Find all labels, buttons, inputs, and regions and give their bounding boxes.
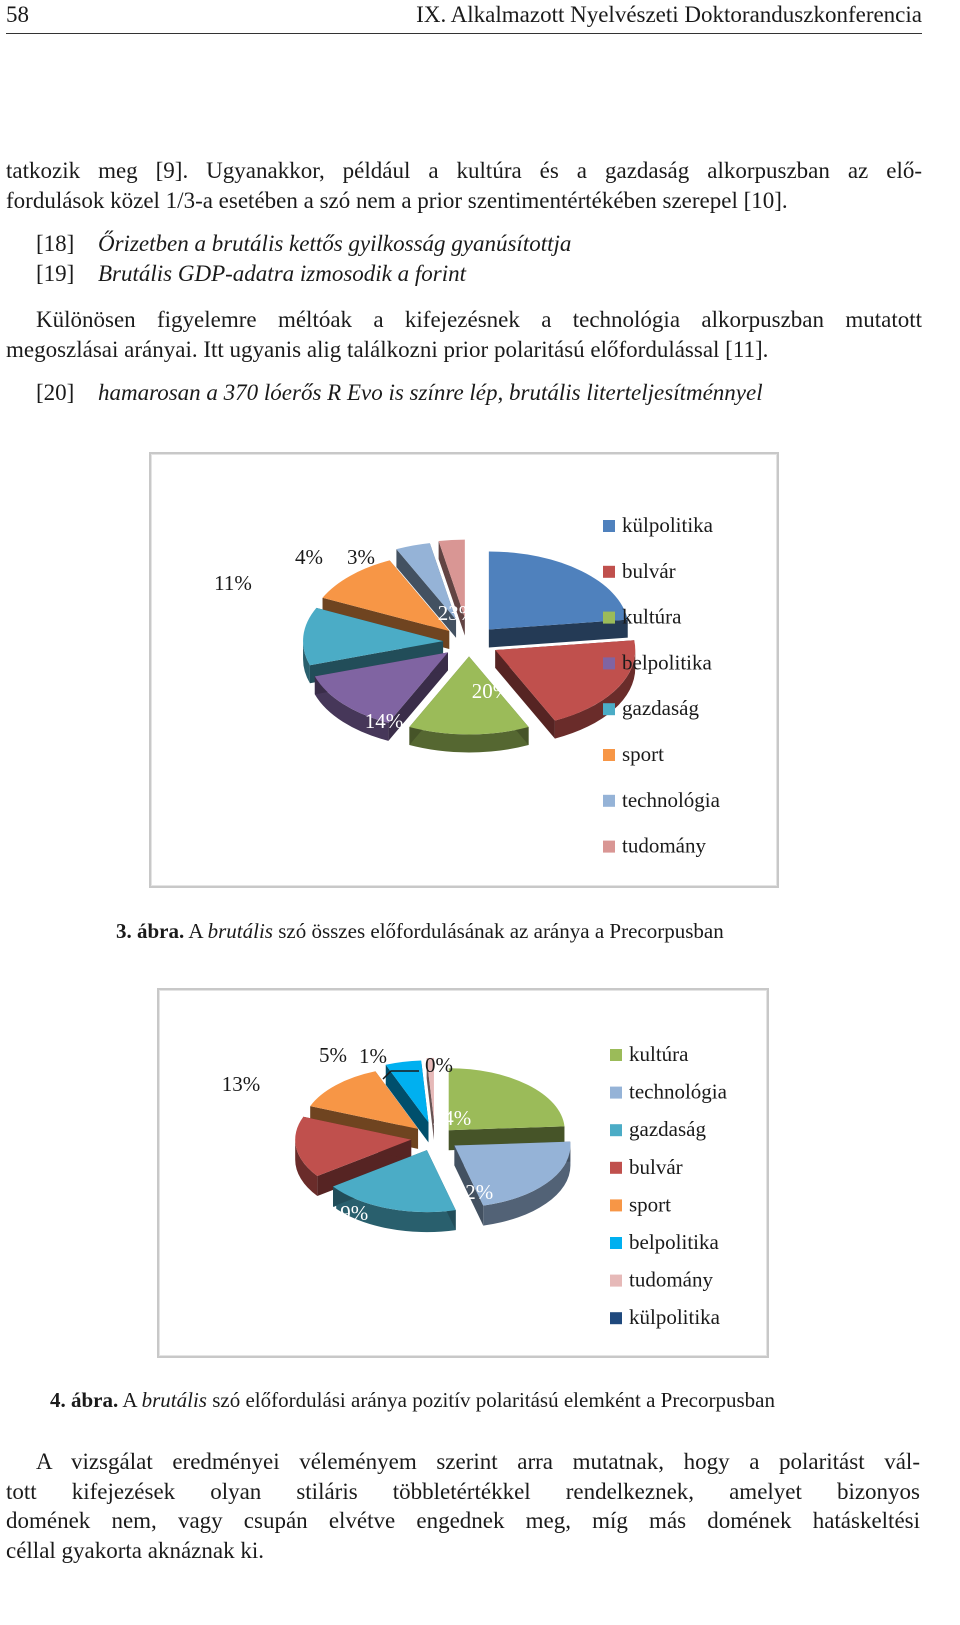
data-label-sport: 13% [221,1072,261,1096]
legend-label: technológia [629,1079,727,1104]
legend-item-belpolitika [610,1230,719,1254]
legend-swatch [603,841,615,853]
example-20 [36,378,763,408]
example-number: [20] [36,380,75,405]
legend-label: gazdaság [629,1117,706,1142]
legend-item-kulpolitika [610,1305,721,1329]
legend-label: bulvár [622,558,676,583]
legend-item-bulvar [610,1155,683,1179]
page-header [6,0,922,34]
legend-label: belpolitika [629,1230,719,1254]
legend-swatch [610,1049,622,1061]
running-title: IX. Alkalmazott Nyelvészeti Doktoranduszkonferencia [416,2,922,27]
legend-item-tudomany [610,1268,713,1292]
paragraph-line: tott kifejezések olyan stiláris többletértékkel rendelkeznek, amelyet bizonyos [6,1478,920,1504]
caption-post: szó előfordulási aránya pozitív polaritású elemként a Precorpusban [206,1388,775,1412]
paragraph-technology [6,305,922,365]
legend-item-technologia [610,1080,728,1104]
data-label-technologia: 4% [295,545,323,569]
legend-swatch [610,1124,622,1136]
legend-label: belpolitika [622,650,712,675]
legend-swatch [603,566,615,578]
example-text: Őrizetben a brutális kettős gyilkosság gyanúsítottja [98,231,572,256]
data-label-belpolitika: 13% [274,691,314,715]
example-18 [36,229,571,259]
data-label-kultura: 14% [364,709,404,733]
figure-3-caption [116,919,724,944]
legend-label: külpolitika [622,513,713,537]
paragraph-intro [6,156,922,216]
pie-chart-3 [151,454,777,886]
legend-label: kultúra [629,1042,689,1066]
legend-swatch [610,1275,622,1287]
legend-swatch [603,795,615,807]
example-number: [18] [36,231,75,256]
example-text: hamarosan a 370 lóerős R Evo is színre lép, brutális literteljesítménnyel [98,380,763,405]
legend-label: külpolitika [629,1305,720,1330]
legend-label: kultúra [622,604,682,629]
paragraph-line: tatkozik meg [9]. Ugyanakkor, például a kultúra és a gazdaság alkorpuszban az elő- [6,158,922,183]
paragraph-line: megoszlásai arányai. Itt ugyanis alig találkozni prior polaritású előfordulással [11]. [6,337,769,362]
legend-item-tudomany [603,834,706,858]
legend-item-gazdasag [610,1117,706,1141]
paragraph-line: céllal gyakorta aknáznak ki. [6,1537,264,1563]
example-19 [36,259,466,289]
legend-swatch [610,1312,622,1324]
legend-item-sport [603,742,664,766]
legend-swatch [610,1087,622,1099]
data-label-sport: 11% [214,571,252,595]
caption-pre: A [118,1388,142,1412]
caption-post: szó összes előfordulásának az aránya a Precorpusban [272,919,724,943]
legend-swatch [603,612,615,624]
data-label-bulvar: 20% [471,679,511,703]
legend-item-sport [610,1192,671,1216]
data-label-gazdasag: 12% [227,647,267,671]
data-label-tudomany: 1% [359,1044,387,1068]
data-label-kultura: 24% [432,1106,472,1130]
legend-item-kulpolitika [603,513,714,537]
legend-label: gazdaság [622,696,699,721]
data-label-tudomany: 3% [347,545,375,569]
legend-swatch [603,749,615,761]
figure-3-chart [149,452,779,888]
legend-label: tudomány [622,833,706,858]
data-label-kulpolitika: 23% [437,601,477,625]
legend-label: bulvár [629,1154,683,1179]
paragraph-line: fordulások közel 1/3-a esetében a szó nem a prior szentimentértékében szerepel [10]. [6,188,788,213]
example-number: [19] [36,261,75,286]
legend-item-kultura [610,1042,689,1066]
legend-swatch [610,1162,622,1174]
caption-pre: A [184,919,208,943]
pie-chart-4 [159,990,767,1356]
legend-item-bulvar [603,559,676,583]
legend-label: technológia [622,787,720,812]
legend-label: sport [629,1192,671,1217]
data-label-gazdasag: 19% [329,1201,369,1225]
legend-swatch [603,520,615,532]
example-text: Brutális GDP-adatra izmosodik a forint [98,261,467,286]
page-number: 58 [6,2,29,27]
data-label-belpolitika: 5% [319,1043,347,1067]
data-label-technologia: 22% [454,1180,494,1204]
legend-swatch [603,657,615,669]
figure-4-caption [50,1388,775,1413]
legend-label: tudomány [629,1267,713,1292]
legend-swatch [603,703,615,715]
paragraph-line: Különösen figyelemre méltóak a kifejezésnek a technológia alkorpuszban mutatott [36,307,922,332]
data-label-kulpolitika: 0% [425,1053,453,1077]
legend-swatch [610,1237,622,1249]
caption-word: brutális [207,919,273,943]
figure-4-chart [157,988,769,1358]
caption-label: 3. ábra. [116,919,185,943]
legend-swatch [610,1199,622,1211]
caption-label: 4. ábra. [50,1388,119,1412]
paragraph-line: domének nem, vagy csupán elvétve engednek meg, míg más domének hatáskeltési [6,1508,920,1533]
legend-item-technologia [603,788,721,812]
caption-word: brutális [141,1388,207,1412]
data-label-bulvar: 16% [239,1157,279,1181]
legend-label: sport [622,742,664,766]
paragraph-conclusion [6,1447,920,1565]
paragraph-line: A vizsgálat eredményei véleményem szerint arra mutatnak, hogy a polaritást vál- [36,1449,920,1474]
